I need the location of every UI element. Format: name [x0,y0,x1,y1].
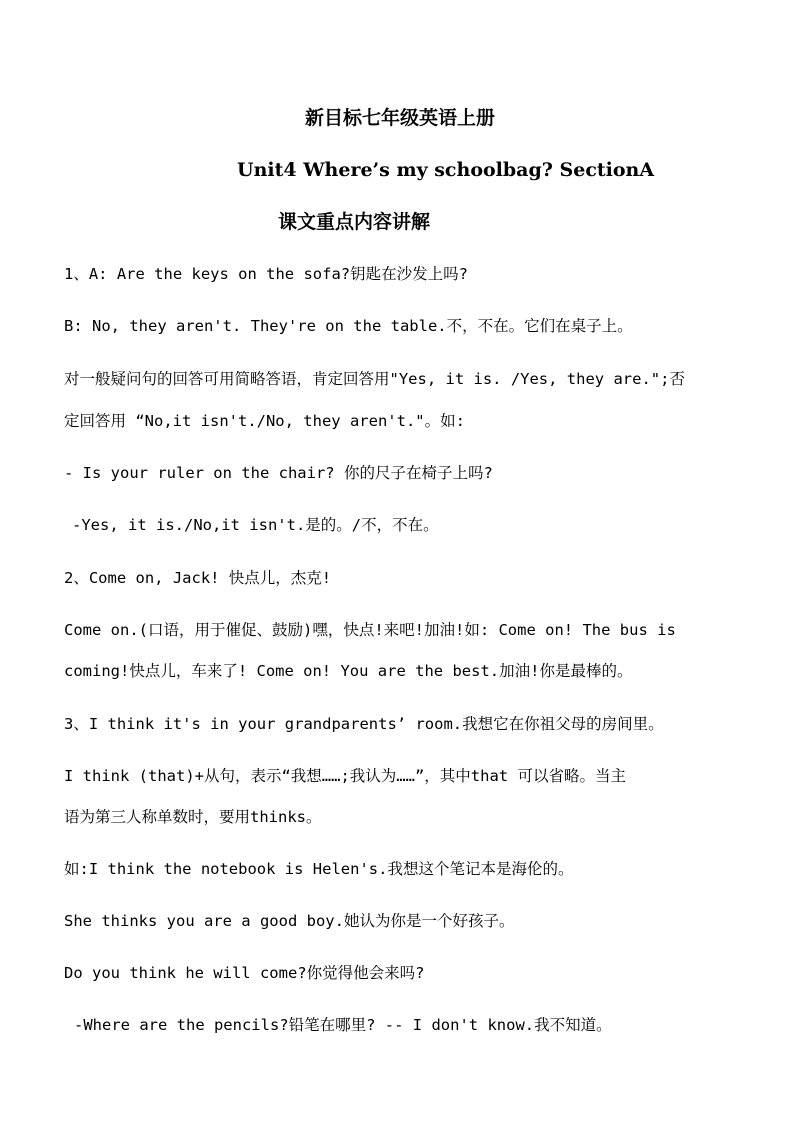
text-line: Do you think he will come?你觉得他会来吗? [64,964,425,982]
text-line: B: No, they aren't. They're on the table.不，不在。它们在桌子上。 [64,317,633,335]
section-heading: 课文重点内容讲解 [278,211,431,233]
document-title: 新目标七年级英语上册 [305,107,496,129]
text-line: 对一般疑问句的回答可用简略答语，肯定回答用"Yes, it is. /Yes, they are.";否 [64,370,685,388]
text-line: 1、A: Are the keys on the sofa?钥匙在沙发上吗? [64,265,468,283]
text-line: Come on.(口语，用于催促、鼓励)嘿，快点!来吧!加油!如: Come on! The bus is [64,621,676,639]
text-line: She thinks you are a good boy.她认为你是一个好孩子。 [64,912,515,930]
text-line: 2、Come on, Jack! 快点儿，杰克! [64,569,332,587]
text-line: -Yes, it is./No,it isn't.是的。/不，不在。 [72,516,439,534]
text-line: 定回答用 “No,it isn't./No, they aren't."。如: [64,412,465,430]
text-line: 如:I think the notebook is Helen's.我想这个笔记本是海伦的。 [64,860,574,878]
text-line: 语为第三人称单数时，要用thinks。 [64,808,322,826]
text-line: coming!快点儿，车来了! Come on! You are the best.加油!你是最棒的。 [64,662,633,680]
text-line: 3、I think it's in your grandparents’ room.我想它在你祖父母的房间里。 [64,715,664,733]
text-line: -Where are the pencils?铅笔在哪里? -- I don't know.我不知道。 [74,1016,612,1034]
unit-subtitle: Unit4 Where’s my schoolbag? SectionA [237,159,655,181]
text-line: - Is your ruler on the chair? 你的尺子在椅子上吗? [64,464,493,482]
text-line: I think (that)+从句，表示“我想……;我认为……”，其中that 可以省略。当主 [64,767,626,785]
